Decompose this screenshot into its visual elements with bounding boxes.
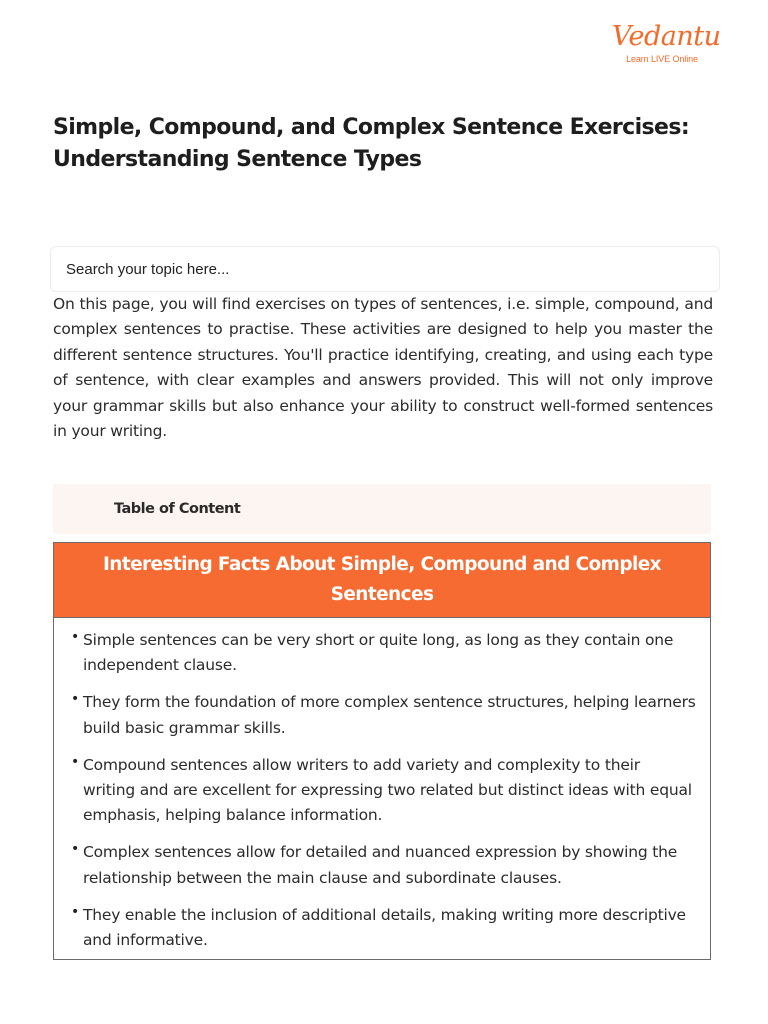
- table-of-content-label: Table of Content: [114, 501, 241, 517]
- fact-text: They enable the inclusion of additional details, making writing more descriptive and informative.: [83, 905, 686, 950]
- logo-tagline: Learn LIVE Online: [626, 54, 698, 64]
- bullet-icon: •: [71, 629, 80, 645]
- facts-list: [54, 618, 710, 953]
- bullet-icon: •: [71, 841, 80, 858]
- page-title: Simple, Compound, and Complex Sentence Exercises: Understanding Sentence Types: [53, 115, 690, 172]
- search-input[interactable]: [50, 246, 720, 292]
- bullet-icon: •: [71, 691, 80, 708]
- list-item: [71, 903, 696, 954]
- logo-wordmark: Vedantu: [612, 21, 721, 52]
- fact-text: Compound sentences allow writers to add variety and complexity to their writing and are excellent for expressing two related but distinct ideas with equal emphasis, helping balance information.: [83, 755, 692, 825]
- vedantu-logo[interactable]: [612, 21, 721, 64]
- fact-text: Complex sentences allow for detailed and nuanced expression by showing the relationship between the main clause and subordinate clauses.: [83, 843, 678, 887]
- list-item: [71, 628, 696, 679]
- bullet-icon: •: [71, 903, 80, 920]
- search-placeholder: Search your topic here...: [66, 260, 230, 278]
- facts-header: [54, 543, 710, 618]
- list-item: [71, 690, 696, 741]
- list-item: [71, 840, 696, 891]
- fact-text: They form the foundation of more complex sentence structures, helping learners build basic grammar skills.: [83, 693, 696, 737]
- facts-box: [53, 542, 711, 960]
- table-of-content-toggle[interactable]: [53, 484, 711, 534]
- list-item: [71, 753, 696, 829]
- fact-text: Simple sentences can be very short or quite long, as long as they contain one independent clause.: [83, 631, 674, 675]
- bullet-icon: •: [71, 753, 80, 770]
- facts-title: Interesting Facts About Simple, Compound and Complex Sentences: [102, 554, 662, 605]
- intro-paragraph: On this page, you will find exercises on types of sentences, i.e. simple, compound, and complex sentences to practise. These activities are designed to help you master the different sentence structures. You'll practice identifying, creating, and using each type of sentence, with clear examples and answers provided. This will not only improve your grammar skills but also enhance your ability to construct well-formed sentences in your writing.: [53, 295, 713, 441]
